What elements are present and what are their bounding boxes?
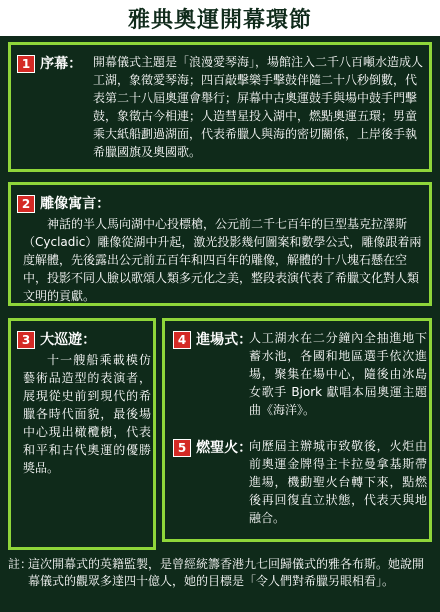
- section-header: [17, 53, 82, 73]
- section-heading: 大巡遊：: [40, 332, 97, 348]
- section-number-badge: 4: [173, 331, 191, 349]
- section-prologue: [8, 42, 432, 172]
- footnote-label: 註：: [8, 557, 33, 571]
- section-header: [17, 329, 96, 349]
- section-header: [17, 193, 110, 213]
- section-header-flame: [173, 437, 252, 457]
- section-header-entry: [173, 329, 252, 349]
- section-text-flame: 向歷屆主辦城市致敬後，火炬由前奧運金牌得主卡拉曼拿基斯帶進場，機動聖火台轉下來，點燃後再回復直立狀態，代表天與地融合。: [249, 439, 427, 525]
- section-heading: 進場式：: [196, 332, 253, 348]
- title-bar: [0, 0, 440, 36]
- section-number-badge: 1: [17, 55, 35, 73]
- footnote-text: 這次開幕式的英籍監製，是曾經統籌香港九七回歸儀式的雅各布斯。她說開幕儀式的觀眾多達四十億人，她的目標是「令人們對希臘另眼相看」。: [28, 557, 425, 588]
- section-number-badge: 2: [17, 195, 35, 213]
- section-entry-and-flame: [162, 318, 432, 542]
- section-heading: 序幕：: [40, 56, 83, 72]
- section-parade: [8, 318, 156, 550]
- section-text-entry: 人工湖水在二分鐘內全抽進地下蓄水池，各國和地區選手依次進場，聚集在場中心，隨後由冰島女歌手 Bjork 獻唱本屆奧運主題曲《海洋》。: [249, 331, 427, 417]
- section-number-badge: 3: [17, 331, 35, 349]
- section-text: 神話的半人馬向湖中心投標槍，公元前二千七百年的巨型基克拉澤斯（Cycladic）雕像從湖中升起，激光投影幾何圖案和數學公式，雕像跟着兩度解體，先後露出公元前五百年和四百年的雕像，解體的十八塊石懸在空中，投影不同人臉以歌頌人類多元化之美，整段表演代表了希臘文化對人類文明的貢獻。: [23, 217, 422, 303]
- section-text: 開幕儀式主題是「浪漫愛琴海」，場館注入二千八百噸水造成人工湖，象徵愛琴海；四百敲擊樂手擊鼓伴隨二十八秒倒數，代表第二十八屆奧運會舉行；屏幕中古奧運鼓手與場中鼓手門擊鼓，象徵古今相連；人造彗星投入湖中，燃點奧運五環；男童乘大紙船劃過湖面，代表希臘人與海的密切關係，上岸後手執希臘國旗及奧國歌。: [93, 55, 424, 159]
- section-heading: 雕像寓言：: [40, 196, 111, 212]
- section-number-badge: 5: [173, 439, 191, 457]
- section-statue-allegory: [8, 182, 432, 306]
- page-title: 雅典奧運開幕環節: [127, 7, 312, 33]
- section-text: 十一艘船乘載模仿藝術品造型的表演者，展現從史前到現代的希臘各時代面貌，最後場中心現出橄欖樹，代表和平和古代奧運的優勝獎品。: [23, 353, 151, 475]
- section-heading: 燃聖火：: [196, 440, 253, 456]
